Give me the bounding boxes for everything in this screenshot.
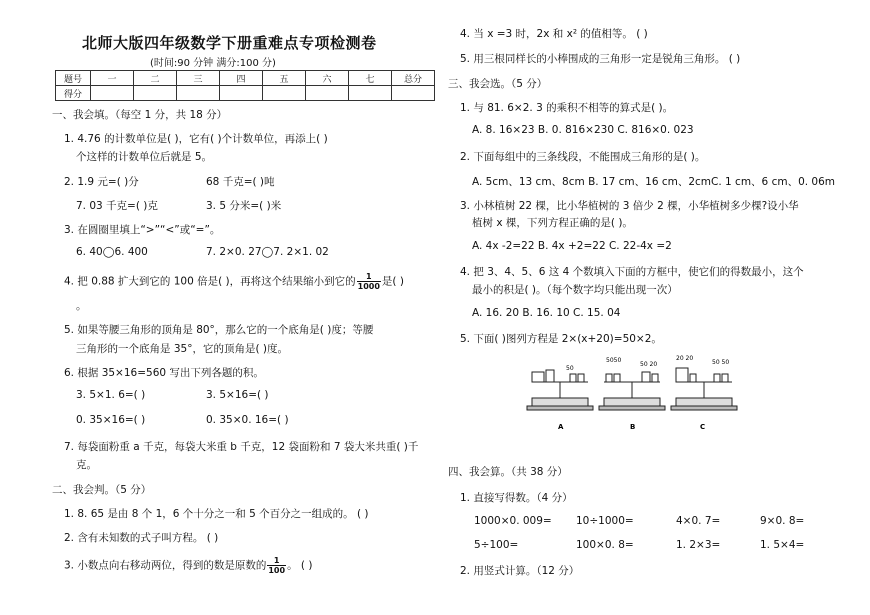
s2-q4: 4. 当 x =3 时，2x 和 x² 的值相等。 ( ) xyxy=(460,28,648,40)
s1-q2-a: 2. 1.9 元=( )分 xyxy=(64,176,139,188)
s1-q1-line1: 1. 4.76 的计数单位是( )，它有( )个计数单位，再添上( ) xyxy=(64,133,328,145)
s1-q2-c: 7. 03 千克=( )克 xyxy=(76,200,158,212)
s2-q3 xyxy=(64,556,312,575)
score-input-cell[interactable] xyxy=(220,86,263,101)
s1-q4-line2: 。 xyxy=(76,300,87,312)
scale-weight-box xyxy=(546,370,554,382)
s3-q3-line2: 植树 x 棵，下列方程正确的是( )。 xyxy=(472,217,633,229)
scale-b-left-label: 5050 xyxy=(606,357,622,364)
scale-weight xyxy=(606,374,612,382)
section-2-heading: 二、我会判。（5 分） xyxy=(52,484,152,496)
score-cell: 五 xyxy=(263,71,306,86)
score-cell: 二 xyxy=(134,71,177,86)
s3-q2: 2. 下面每组中的三条线段，不能围成三角形的是( )。 xyxy=(460,151,706,163)
scale-foot xyxy=(671,406,737,410)
s1-q5-line1: 5. 如果等腰三角形的顶角是 80°，那么它的一个底角是( )度；等腰 xyxy=(64,324,374,336)
scale-weight xyxy=(714,374,720,382)
scale-b xyxy=(599,372,665,410)
scale-foot xyxy=(599,406,665,410)
s3-q5: 5. 下面( )图列方程是 2×(x+20)=50×2。 xyxy=(460,333,662,345)
scale-c-left-label: 20 20 xyxy=(676,355,694,362)
s2-q2: 2. 含有未知数的式子叫方程。 ( ) xyxy=(64,532,219,544)
s1-q2-d: 3. 5 分米=( )米 xyxy=(206,200,282,212)
scale-base xyxy=(676,398,732,406)
page-title: 北师大版四年级数学下册重难点专项检测卷 xyxy=(82,34,377,52)
scale-weight xyxy=(578,374,584,382)
s2-q1: 1. 8. 65 是由 8 个 1，6 个十分之一和 5 个百分之一组成的。 ( ) xyxy=(64,508,369,520)
score-cell: 得分 xyxy=(56,86,91,101)
s1-q4-text: 4. 把 0.88 扩大到它的 100 倍是( )，再将这个结果缩小到它的 xyxy=(64,275,356,288)
s3-q1-options: A. 8. 16×23 B. 0. 816×230 C. 816×0. 023 xyxy=(472,124,694,136)
s1-q3: 3. 在圆圈里填上“>”“<”或“=”。 xyxy=(64,224,221,236)
fraction-numerator: 1 xyxy=(267,556,286,566)
balance-scales-figure xyxy=(522,352,742,432)
score-cell: 六 xyxy=(306,71,349,86)
scale-a xyxy=(527,370,593,410)
s4-r1-c3: 4×0. 7= xyxy=(676,515,721,527)
scale-b-right-label: 50 20 xyxy=(640,361,658,368)
score-cell: 三 xyxy=(177,71,220,86)
s1-q1-line2: 个这样的计数单位后就是 5。 xyxy=(76,151,213,163)
scale-c-label: C xyxy=(700,423,706,431)
scale-weight xyxy=(652,374,658,382)
scale-weight xyxy=(690,374,696,382)
scale-a-weights-label: 50 xyxy=(566,365,574,372)
section-4-heading: 四、我会算。（共 38 分） xyxy=(448,466,568,478)
s1-q7-line1: 7. 每袋面粉重 a 千克，每袋大米重 b 千克，12 袋面粉和 7 袋大米共重( )千 xyxy=(64,441,419,453)
score-table-header-row xyxy=(56,71,435,86)
s3-q4-line1: 4. 把 3、4、5、6 这 4 个数填入下面的方框中，使它们的得数最小，这个 xyxy=(460,266,804,278)
scale-weight-box xyxy=(676,368,688,382)
s3-q3-options: A. 4x -2=22 B. 4x +2=22 C. 22-4x =2 xyxy=(472,240,672,252)
scale-c-right-label: 50 50 xyxy=(712,359,730,366)
s1-q4-text-end: 是( ) xyxy=(381,275,404,288)
scale-a-label: A xyxy=(558,423,564,431)
s4-r1-c1: 1000×0. 009= xyxy=(474,515,552,527)
score-cell: 一 xyxy=(91,71,134,86)
s4-r2-c1: 5÷100= xyxy=(474,539,519,551)
scale-weight xyxy=(722,374,728,382)
score-table xyxy=(55,70,435,101)
scale-weight xyxy=(614,374,620,382)
scale-weight-box xyxy=(532,372,544,382)
s1-q4-line1 xyxy=(64,272,404,291)
s2-q3-fraction xyxy=(267,556,286,575)
score-input-cell[interactable] xyxy=(177,86,220,101)
scale-base xyxy=(532,398,588,406)
score-input-cell[interactable] xyxy=(134,86,177,101)
scale-base xyxy=(604,398,660,406)
scale-weight-box xyxy=(642,372,650,382)
s3-q3-line1: 3. 小林植树 22 棵，比小华植树的 3 倍少 2 棵，小华植树多少棵?设小华 xyxy=(460,200,799,212)
s1-q5-line2: 三角形的一个底角是 35°，它的顶角是( )度。 xyxy=(76,343,288,355)
page-subtitle: (时间:90 分钟 满分:100 分) xyxy=(150,58,276,69)
s1-q6-d: 0. 35×0. 16=( ) xyxy=(206,414,289,426)
score-cell: 七 xyxy=(349,71,392,86)
s2-q5: 5. 用三根同样长的小棒围成的三角形一定是锐角三角形。 ( ) xyxy=(460,53,741,65)
scale-weight xyxy=(570,374,576,382)
score-input-cell[interactable] xyxy=(392,86,435,101)
score-input-cell[interactable] xyxy=(349,86,392,101)
s4-r1-c4: 9×0. 8= xyxy=(760,515,805,527)
s3-q1: 1. 与 81. 6×2. 3 的乘积不相等的算式是( )。 xyxy=(460,102,674,114)
score-table-score-row xyxy=(56,86,435,101)
s3-q2-options: A. 5cm、13 cm、8cm B. 17 cm、16 cm、2cmC. 1 cm、6 cm、0. 06m xyxy=(472,176,836,188)
score-input-cell[interactable] xyxy=(306,86,349,101)
score-input-cell[interactable] xyxy=(91,86,134,101)
s1-q3-b: 7. 2×0. 27◯7. 2×1. 02 xyxy=(206,246,329,258)
s4-r2-c3: 1. 2×3= xyxy=(676,539,721,551)
s1-q4-fraction xyxy=(357,272,381,291)
s1-q6: 6. 根据 35×16=560 写出下列各题的积。 xyxy=(64,367,264,379)
s4-q2: 2. 用竖式计算。（12 分） xyxy=(460,565,580,577)
s2-q3-text: 3. 小数点向右移动两位，得到的数是原数的 xyxy=(64,559,267,572)
fraction-denominator: 1000 xyxy=(357,282,380,291)
s2-q3-text-end: 。 ( ) xyxy=(287,559,313,572)
scale-b-label: B xyxy=(630,423,636,431)
s4-r2-c4: 1. 5×4= xyxy=(760,539,805,551)
score-cell: 总分 xyxy=(392,71,435,86)
section-3-heading: 三、我会选。（5 分） xyxy=(448,78,548,90)
s1-q6-b: 3. 5×16=( ) xyxy=(206,389,269,401)
fraction-numerator: 1 xyxy=(357,272,381,282)
scale-c xyxy=(671,368,737,410)
s4-q1: 1. 直接写得数。（4 分） xyxy=(460,492,573,504)
score-cell: 题号 xyxy=(56,71,91,86)
s1-q6-a: 3. 5×1. 6=( ) xyxy=(76,389,146,401)
s1-q3-a: 6. 40◯6. 400 xyxy=(76,246,148,258)
s1-q6-c: 0. 35×16=( ) xyxy=(76,414,146,426)
s4-r1-c2: 10÷1000= xyxy=(576,515,634,527)
score-input-cell[interactable] xyxy=(263,86,306,101)
s4-r2-c2: 100×0. 8= xyxy=(576,539,634,551)
s3-q4-line2: 最小的积是( )。（每个数字均只能出现一次） xyxy=(472,284,678,296)
section-1-heading: 一、我会填。（每空 1 分，共 18 分） xyxy=(52,109,228,121)
s1-q7-line2: 克。 xyxy=(76,459,97,471)
s3-q4-options: A. 16. 20 B. 16. 10 C. 15. 04 xyxy=(472,307,621,319)
score-cell: 四 xyxy=(220,71,263,86)
scale-foot xyxy=(527,406,593,410)
s1-q2-b: 68 千克=( )吨 xyxy=(206,176,275,188)
fraction-denominator: 100 xyxy=(268,566,286,575)
